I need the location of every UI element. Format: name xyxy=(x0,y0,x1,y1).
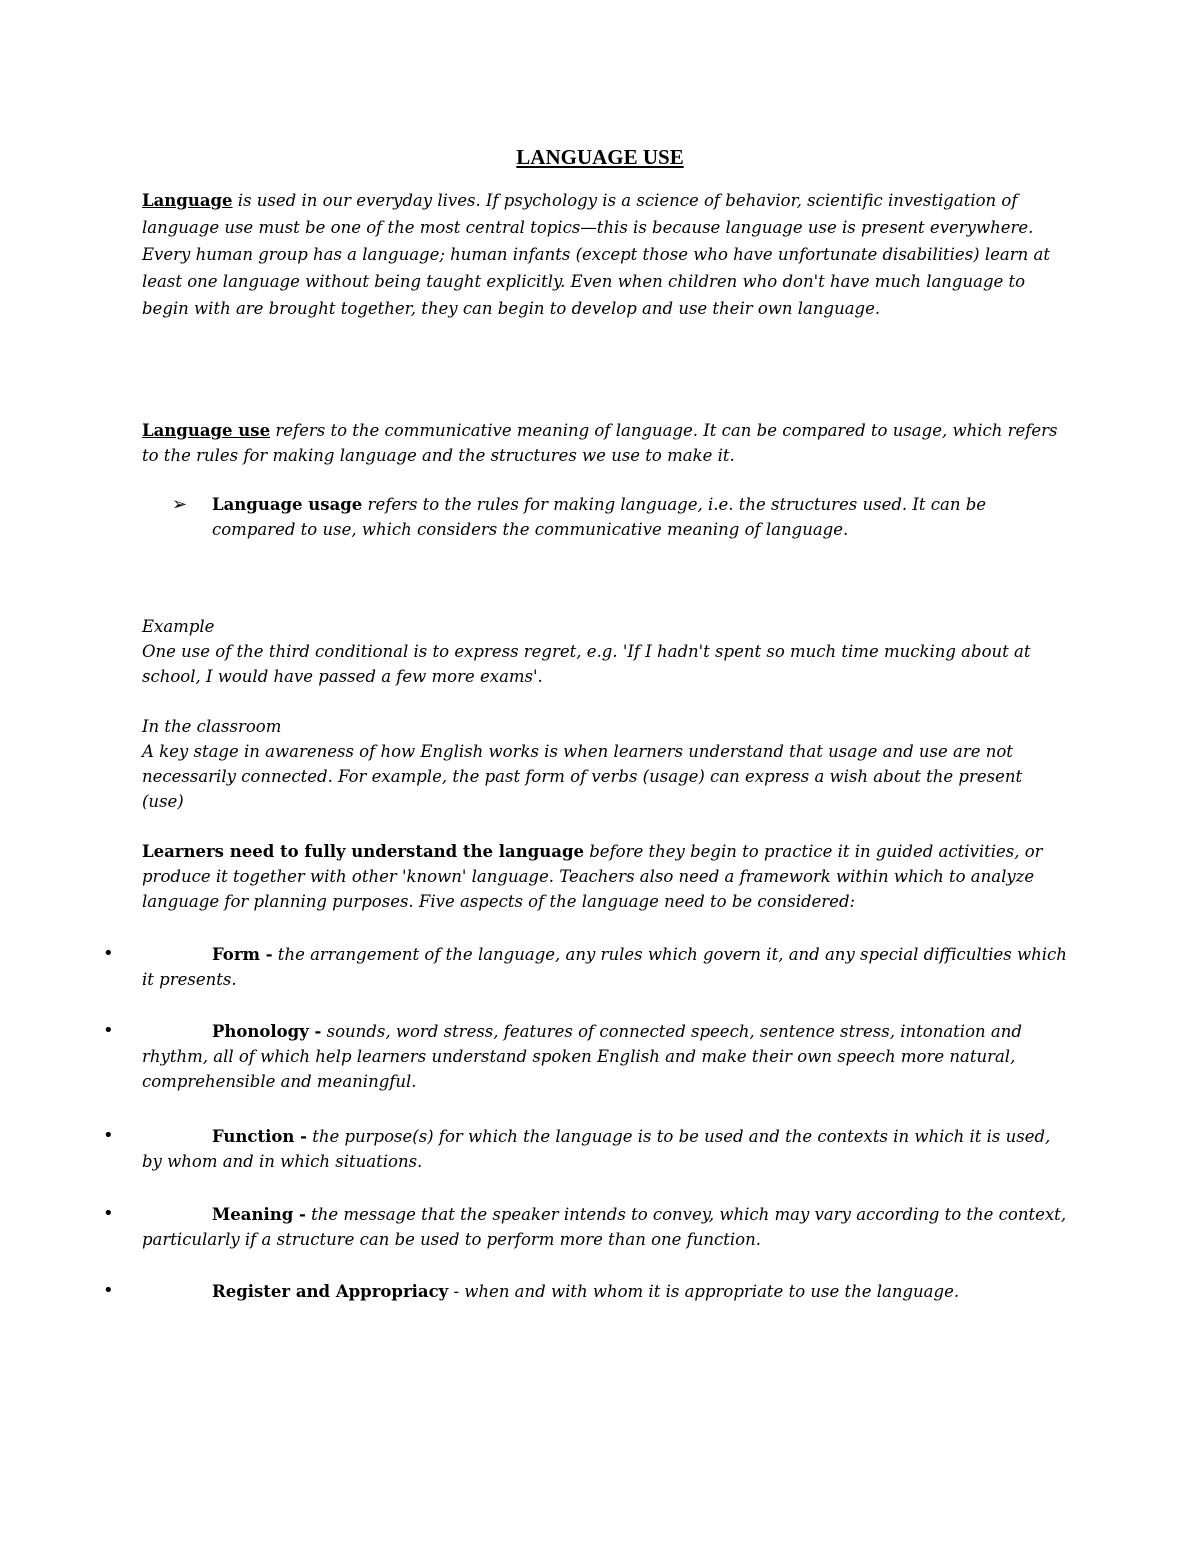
learners-term: Learners need to fully understand the language xyxy=(142,842,584,861)
page-title: LANGUAGE USE xyxy=(516,145,684,169)
learners-paragraph xyxy=(142,839,1067,914)
aspect-text: - when and with whom it is appropriate to use the language. xyxy=(448,1282,960,1301)
classroom-heading: In the classroom xyxy=(142,717,282,736)
bullet-icon: • xyxy=(103,1125,114,1146)
aspect-register xyxy=(142,1279,1067,1304)
arrow-bullet-icon: ➢ xyxy=(172,494,188,515)
aspect-meaning xyxy=(142,1202,1067,1252)
language-use-text: refers to the communicative meaning of language. It can be compared to usage, which refers to the rules for making language and the structures we use to make it. xyxy=(142,421,1058,465)
aspect-term: Function - xyxy=(212,1127,307,1146)
aspect-function xyxy=(142,1124,1067,1174)
learners-text: before they begin to practice it in guided activities, or produce it together with other 'known' language. Teachers also need a framework within which to analyze language for planning purposes. Five aspects of the language need to be considered: xyxy=(142,842,1043,911)
aspect-form xyxy=(142,942,1067,992)
aspect-text: sounds, word stress, features of connected speech, sentence stress, intonation and rhythm, all of which help learners understand spoken English and make their own speech more natural, comprehensible and meaningful. xyxy=(142,1022,1022,1091)
language-usage-paragraph xyxy=(212,492,1062,542)
language-use-term: Language use xyxy=(142,421,271,440)
aspect-text: the arrangement of the language, any rules which govern it, and any special difficulties which it presents. xyxy=(142,945,1067,989)
bullet-icon: • xyxy=(103,943,114,964)
intro-text: is used in our everyday lives. If psychology is a science of behavior, scientific investigation of language use must be one of the most central topics—this is because language use is present everywhere. Every human group has a language; human infants (except those who have unfortunate disabilities) learn at least one language without being taught explicitly. Even when children who don't have much language to begin with are brought together, they can begin to develop and use their own language. xyxy=(142,191,1050,318)
example-text: One use of the third conditional is to express regret, e.g. 'If I hadn't spent so much time mucking about at school, I would have passed a few more exams'. xyxy=(142,642,1031,686)
language-usage-term: Language usage xyxy=(212,495,363,514)
language-use-paragraph xyxy=(142,418,1067,468)
example-section xyxy=(142,614,1067,689)
language-usage-text: refers to the rules for making language, i.e. the structures used. It can be compared to use, which considers the communicative meaning of language. xyxy=(212,495,987,539)
intro-term: Language xyxy=(142,191,233,210)
aspect-text: the purpose(s) for which the language is to be used and the contexts in which it is used, by whom and in which situations. xyxy=(142,1127,1051,1171)
intro-paragraph xyxy=(142,187,1067,322)
aspect-term: Register and Appropriacy xyxy=(212,1282,449,1301)
aspect-term: Phonology - xyxy=(212,1022,322,1041)
aspect-term: Form - xyxy=(212,945,273,964)
aspect-term: Meaning - xyxy=(212,1205,306,1224)
classroom-section xyxy=(142,714,1067,814)
aspect-text: the message that the speaker intends to convey, which may vary according to the context, particularly if a structure can be used to perform more than one function. xyxy=(142,1205,1067,1249)
bullet-icon: • xyxy=(103,1020,114,1041)
aspect-phonology xyxy=(142,1019,1067,1094)
bullet-icon: • xyxy=(103,1280,114,1301)
classroom-text: A key stage in awareness of how English works is when learners understand that usage and use are not necessarily connected. For example, the past form of verbs (usage) can express a wish about the present (use) xyxy=(142,742,1023,811)
bullet-icon: • xyxy=(103,1203,114,1224)
example-heading: Example xyxy=(142,617,215,636)
